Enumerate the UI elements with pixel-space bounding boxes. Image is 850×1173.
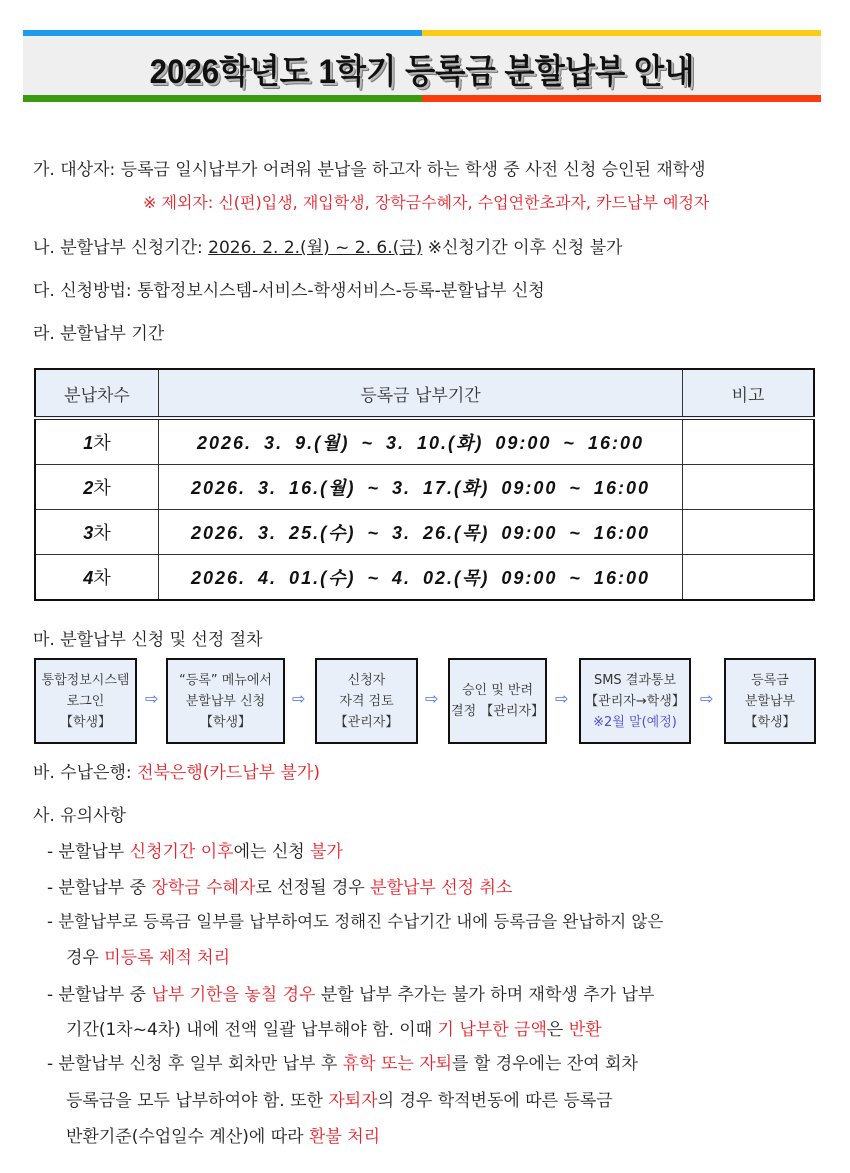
note-item: - 분할납부 신청 후 일부 회차만 납부 후 휴학 또는 자퇴를 할 경우에는 잔여 회차 [47, 1054, 638, 1074]
apply-period-note: ※신청기간 이후 신청 불가 [422, 238, 623, 258]
flow-step-decision: 승인 및 반려 결정 【관리자】 [448, 658, 547, 744]
note-item: - 분할납부 중 장학금 수혜자로 선정될 경우 분할납부 선정 취소 [47, 878, 513, 898]
period-cell: 2026. 3. 25.(수) ~ 3. 26.(목) 09:00 ~ 16:00 [159, 510, 683, 555]
flow-step-login: 통합정보시스템 로그인 【학생】 [34, 658, 137, 744]
section-payment-period: 라. 분할납부 기간 [33, 324, 165, 344]
round-cell: 1차 [35, 418, 159, 465]
section-label: 나. 분할납부 신청기간: [33, 238, 209, 258]
section-label: 바. 수납은행: [33, 763, 138, 783]
note-item-continued: 기간(1차~4차) 내에 전액 일괄 납부해야 함. 이때 기 납부한 금액은 반환 [66, 1020, 602, 1040]
note-item-continued: 반환기준(수업일수 계산)에 따라 환불 처리 [66, 1127, 381, 1147]
arrow-right-icon: ⇨ [292, 689, 306, 708]
bank-name: 전북은행(카드납부 불가) [137, 763, 320, 783]
note-cell [683, 555, 815, 601]
payment-schedule-table [34, 368, 815, 601]
period-cell: 2026. 3. 16.(월) ~ 3. 17.(화) 09:00 ~ 16:00 [159, 465, 683, 510]
note-cell [683, 418, 815, 465]
note-item-continued: 경우 미등록 제적 처리 [66, 948, 231, 968]
note-item: - 분할납부 신청기간 이후에는 신청 불가 [47, 842, 343, 862]
flow-step-payment: 등록금 분할납부 【학생】 [724, 658, 816, 744]
col-header-round: 분납차수 [35, 369, 159, 418]
arrow-right-icon: ⇨ [700, 689, 714, 708]
round-cell: 4차 [35, 555, 159, 601]
flow-step-sms: SMS 결과통보 【관리자→학생】 ※2월 말(예정) [579, 658, 691, 744]
exclusion-note: ※ 제외자: 신(편)입생, 재입학생, 장학금수혜자, 수업연한초과자, 카드납부 예정자 [143, 193, 710, 212]
arrow-right-icon: ⇨ [425, 689, 439, 708]
apply-period-dates: 2026. 2. 2.(월) ~ 2. 6.(금) [208, 238, 423, 258]
page-title: 2026학년도 1학기 등록금 분할납부 안내 [149, 53, 695, 91]
table-row [35, 510, 814, 555]
col-header-period: 등록금 납부기간 [159, 369, 683, 418]
flow-step-apply: “등록” 메뉴에서 분할납부 신청 【학생】 [166, 658, 285, 744]
col-header-note: 비고 [683, 369, 815, 418]
table-header-row [35, 369, 814, 418]
table-row [35, 555, 814, 601]
note-item: - 분할납부로 등록금 일부를 납부하여도 정해진 수납기간 내에 등록금을 완납하지 않은 [47, 912, 664, 931]
section-target [33, 155, 706, 180]
target-text: 등록금 일시납부가 어려워 분납을 하고자 하는 학생 중 사전 신청 승인된 재학생 [120, 160, 706, 180]
note-item: - 분할납부 중 납부 기한을 놓칠 경우 분할 납부 추가는 불가 하며 재학생 추가 납부 [47, 985, 655, 1005]
arrow-right-icon: ⇨ [555, 689, 569, 708]
section-procedure: 마. 분할납부 신청 및 선정 절차 [33, 630, 263, 650]
section-label: 다. 신청방법: [33, 281, 138, 301]
table-row [35, 465, 814, 510]
arrow-right-icon: ⇨ [145, 689, 159, 708]
banner-stripe-yellow [422, 30, 821, 36]
section-apply-method [33, 276, 545, 301]
period-cell: 2026. 3. 9.(월) ~ 3. 10.(화) 09:00 ~ 16:00 [159, 418, 683, 465]
table-row [35, 418, 814, 465]
apply-method-path: 통합정보시스템-서비스-학생서비스-등록-분할납부 신청 [137, 281, 545, 301]
section-label: 가. 대상자: [33, 160, 121, 180]
note-cell [683, 465, 815, 510]
note-item-continued: 등록금을 모두 납부하여야 함. 또한 자퇴자의 경우 학적변동에 따른 등록금 [66, 1091, 613, 1111]
banner-stripe-blue [23, 30, 422, 36]
title-banner [23, 30, 821, 102]
section-bank [33, 758, 320, 783]
round-cell: 2차 [35, 465, 159, 510]
banner-stripe-green [23, 95, 422, 102]
round-cell: 3차 [35, 510, 159, 555]
section-notes: 사. 유의사항 [33, 806, 126, 826]
period-cell: 2026. 4. 01.(수) ~ 4. 02.(목) 09:00 ~ 16:00 [159, 555, 683, 601]
banner-stripe-red [422, 95, 821, 102]
note-cell [683, 510, 815, 555]
flow-step-review: 신청자 자격 검토 【관리자】 [315, 658, 418, 744]
section-apply-period [33, 233, 622, 258]
